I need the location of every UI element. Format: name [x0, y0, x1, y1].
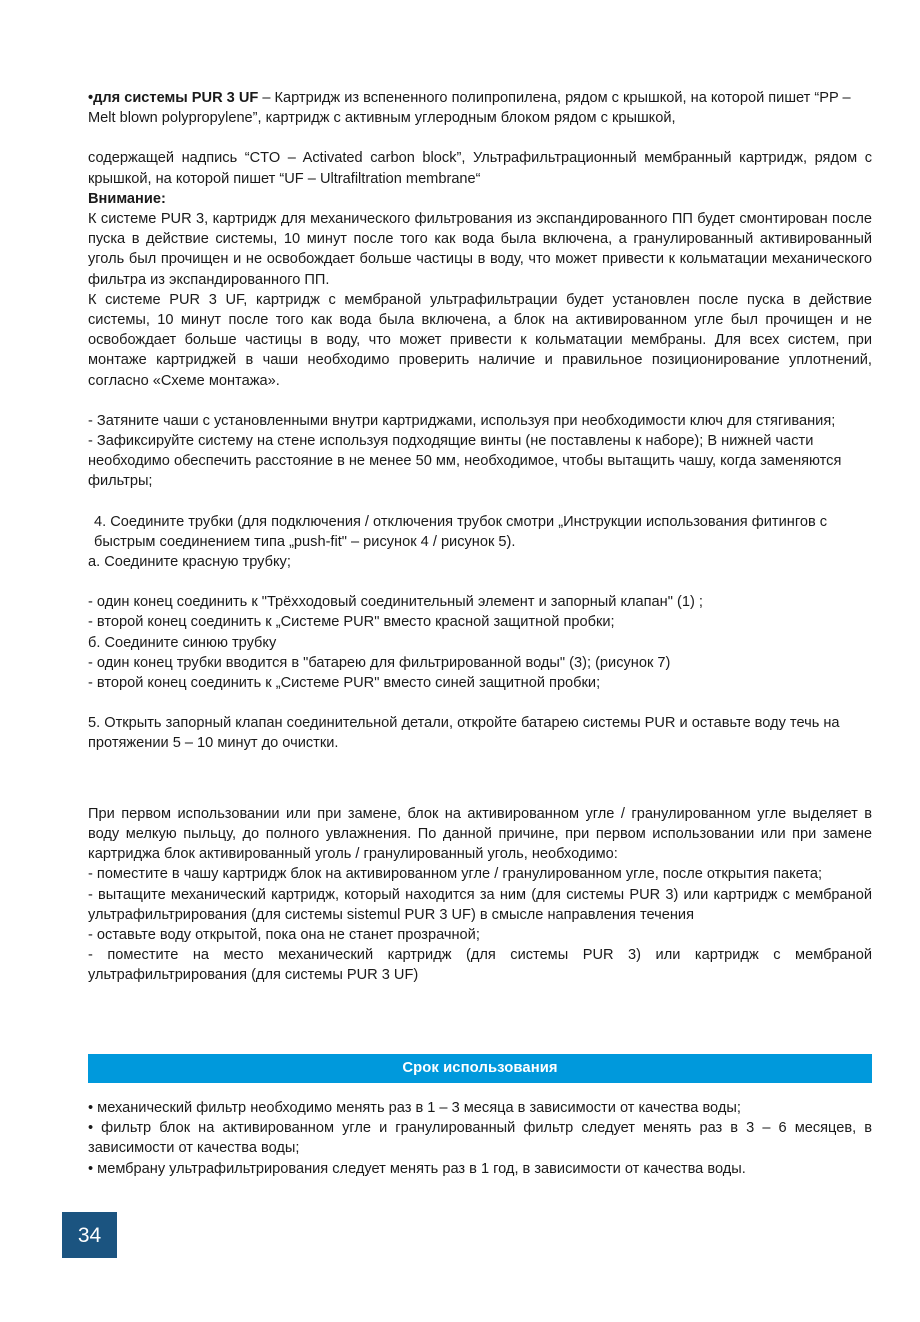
paragraph-cto-description: содержащей надпись “CTO – Activated carbon block”, Ультрафильтрационный мембранный картридж, рядом с крышкой, на которой пишет “UF – Ultrafiltration membrane“: [88, 150, 872, 187]
item-replace-mechanical-cartridge: - поместите на место механический картридж (для системы PUR 3) или картридж с мембраной ультрафильтрирования (для системы PUR 3 UF): [88, 947, 872, 984]
spacer: [88, 754, 872, 792]
paragraph-pur3uf-attention: К системе PUR 3 UF, картридж с мембраной ультрафильтрации будет установлен после пуска в действие системы, 10 минут после того как вода была включена, а блок на активированном угле был прочищен и не освобождает больше частицы в воду, что может привести к кольматации мембраны. Для всех систем, при монтаже картриджей в чаши необходимо проверить наличие и правильное позиционирование уплотнений, согласно «Схеме монтажа».: [88, 291, 872, 389]
step-5-open-valve: 5. Открыть запорный клапан соединительной детали, откройте батарею системы PUR и оставьте воду течь на протяжении 5 – 10 минут до очистки.: [88, 715, 840, 752]
page-number-badge: [62, 1212, 117, 1258]
pur3uf-label: •для системы PUR 3 UF: [88, 90, 259, 106]
list-item: • фильтр блок на активированном угле и гранулированный фильтр следует менять раз в 3 – 6 месяцев, в зависимости от качества воды;: [88, 1120, 872, 1157]
spacer: [88, 792, 872, 804]
item-place-cartridge-in-cup: - поместите в чашу картридж блок на активированном угле / гранулированном угле, после открытия пакета;: [88, 866, 823, 883]
step-4a-item-2: - второй конец соединить к „Системе PUR" вместо красной защитной пробки;: [88, 614, 615, 631]
banner-title: Срок использования: [402, 1060, 558, 1077]
spacer: [88, 693, 872, 713]
section-banner-usage-period: [88, 1054, 872, 1083]
step-4b-item-1: - один конец трубки вводится в "батарею для фильтрированной воды" (3); (рисунок 7): [88, 654, 671, 671]
item-tighten-cups: - Затяните чаши с установленными внутри картриджами, используя при необходимости ключ для стягивания;: [88, 412, 836, 429]
step-4b-blue-tube: б. Соедините синюю трубку: [88, 634, 277, 651]
spacer: [88, 492, 872, 512]
item-leave-water-open: - оставьте воду открытой, пока она не станет прозрачной;: [88, 926, 480, 943]
step-4a-red-tube: a. Соедините красную трубку;: [88, 554, 291, 571]
heading-attention: Внимание:: [88, 190, 166, 207]
spacer: [88, 391, 872, 411]
item-fix-wall: - Зафиксируйте систему на стене используя подходящие винты (не поставлены к наборе); В нижней части необходимо обеспечить расстояние в не менее 50 мм, необходимое, чтобы вытащить чашу, когда заменяются фильтры;: [88, 433, 842, 490]
usage-period-bullet-list: [88, 1098, 872, 1179]
list-item: • механический фильтр необходимо менять раз в 1 – 3 месяца в зависимости от качества воды;: [88, 1100, 741, 1116]
paragraph-first-use: При первом использовании или при замене, блок на активированном угле / гранулированном угле выделяет в воду мелкую пыльцу, до полного увлажнения. По данной причине, при первом использовании или при замене картриджа блок активированный уголь / гранулированный уголь, необходимо:: [88, 805, 872, 863]
step-4-connect-tubes: 4. Соедините трубки (для подключения / отключения трубок смотри „Инструкции использования фитингов с быстрым соединением типа „push-fit" – рисунок 4 / рисунок 5).: [94, 513, 828, 550]
list-item: • мембрану ультрафильтрирования следует менять раз в 1 год, в зависимости от качества воды.: [88, 1160, 746, 1177]
paragraph-pur3-attention: К системе PUR 3, картридж для механического фильтрования из экспандированного ПП будет смонтирован после пуска в действие системы, 10 минут после того как вода была включена, а гранулированный активированный уголь был прочищен и не освобождает больше частицы в воду, что может привести к кольматации механического фильтра из экспандированного ПП.: [88, 211, 872, 288]
step-4b-item-2: - второй конец соединить к „Системе PUR" вместо синей защитной пробки;: [88, 675, 601, 692]
spacer: [88, 572, 872, 592]
pur3uf-description: – Картридж из вспененного полипропилена, рядом с крышкой, на которой пишет “PP – Melt blown polypropylene”, картридж с активным углеродным блоком рядом с крышкой,: [88, 90, 851, 127]
document-body: [88, 88, 872, 986]
paragraph-pur3uf-cartridge: [88, 88, 872, 128]
item-pull-mechanical-cartridge: - вытащите механический картридж, который находится за ним (для системы PUR 3) или картридж с мембраной ультрафильтрирования (для системы sistemul PUR 3 UF) в смысле направления течения: [88, 886, 872, 923]
page-number: 34: [77, 1223, 102, 1247]
step-4a-item-1: - один конец соединить к "Трёхходовый соединительный элемент и запорный клапан" (1) ;: [88, 594, 703, 611]
spacer: [88, 128, 872, 148]
